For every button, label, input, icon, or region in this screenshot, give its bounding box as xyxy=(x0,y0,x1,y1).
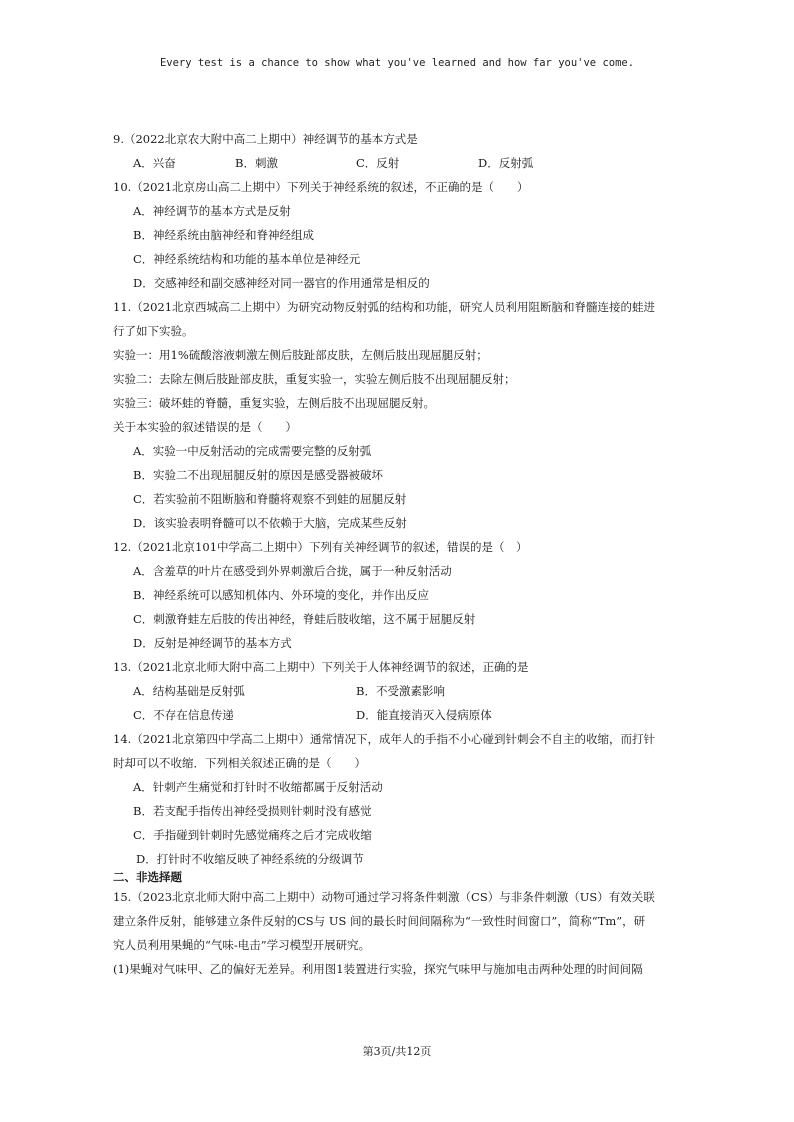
question-13-stem: 13.（2021北京北师大附中高二上期中）下列关于人体神经调节的叙述，正确的是 xyxy=(113,660,529,674)
section-heading-non-choice: 二、非选择题 xyxy=(113,870,182,884)
question-14-option-b: B．若支配手指传出神经受损则针刺时没有感觉 xyxy=(133,804,372,818)
question-10-option-c: C．神经系统结构和功能的基本单位是神经元 xyxy=(133,252,361,266)
question-14-option-d: D．打针时不收缩反映了神经系统的分级调节 xyxy=(136,852,364,866)
question-14-option-a: A．针刺产生痛觉和打针时不收缩都属于反射活动 xyxy=(133,780,383,794)
question-10-option-b: B．神经系统由脑神经和脊神经组成 xyxy=(133,228,314,242)
question-11-experiment-1: 实验一：用1%硫酸溶液刺激左侧后肢趾部皮肤，左侧后肢出现屈腿反射； xyxy=(113,348,488,362)
question-15-line1: 15.（2023北京北师大附中高二上期中）动物可通过学习将条件刺激（CS）与非条件刺激（US）有效关联 xyxy=(113,890,655,904)
question-14-option-c: C．手指碰到针刺时先感觉痛疼之后才完成收缩 xyxy=(133,828,372,842)
question-14-stem-line2: 时却可以不收缩．下列相关叙述正确的是（ ） xyxy=(113,756,366,770)
question-11-experiment-2: 实验二：去除左侧后肢趾部皮肤，重复实验一，实验左侧后肢不出现屈腿反射； xyxy=(113,372,516,386)
question-13-option-c: C．不存在信息传递 xyxy=(133,708,234,722)
question-9-option-b: B．刺激 xyxy=(235,156,278,170)
question-9-stem: 9.（2022北京农大附中高二上期中）神经调节的基本方式是 xyxy=(113,132,418,146)
question-15-line3: 究人员利用果蝇的“气味-电击”学习模型开展研究。 xyxy=(113,938,371,952)
question-13-option-d: D．能直接消灭入侵病原体 xyxy=(356,708,492,722)
question-10-stem: 10.（2021北京房山高二上期中）下列关于神经系统的叙述，不正确的是（ ） xyxy=(113,180,529,194)
question-9-option-c: C．反射 xyxy=(356,156,400,170)
question-11-experiment-3: 实验三：破坏蛙的脊髓，重复实验，左侧后肢不出现屈腿反射。 xyxy=(113,396,435,410)
question-14-stem-line1: 14.（2021北京第四中学高二上期中）通常情况下，成年人的手指不小心碰到针刺会不自主的收缩，而打针 xyxy=(113,732,656,746)
question-9-option-a: A．兴奋 xyxy=(133,156,176,170)
question-11-stem-line1: 11.（2021北京西城高二上期中）为研究动物反射弧的结构和功能，研究人员利用阻断脑和脊髓连接的蛙进 xyxy=(113,300,656,314)
question-13-option-b: B．不受激素影响 xyxy=(356,684,445,698)
question-12-option-b: B．神经系统可以感知机体内、外环境的变化，并作出反应 xyxy=(133,588,429,602)
question-11-option-c: C．若实验前不阻断脑和脊髓将观察不到蛙的屈腿反射 xyxy=(133,492,407,506)
question-12-option-c: C．刺激脊蛙左后肢的传出神经，脊蛙后肢收缩，这不属于屈腿反射 xyxy=(133,612,476,626)
question-11-option-a: A．实验一中反射活动的完成需要完整的反射弧 xyxy=(133,444,372,458)
question-12-option-d: D．反射是神经调节的基本方式 xyxy=(133,636,292,650)
page-number-footer: 第3页/共12页 xyxy=(362,1045,432,1058)
question-15-line4: (1)果蝇对气味甲、乙的偏好无差异。利用图1装置进行实验，探究气味甲与施加电击两种处理的时间间隔 xyxy=(113,962,643,976)
question-11-ask: 关于本实验的叙述错误的是（ ） xyxy=(113,420,297,434)
question-9-option-d: D．反射弧 xyxy=(478,156,534,170)
question-11-stem-line2: 行了如下实验。 xyxy=(113,324,194,338)
question-11-option-b: B．实验二不出现屈腿反射的原因是感受器被破坏 xyxy=(133,468,383,482)
question-10-option-d: D．交感神经和副交感神经对同一器官的作用通常是相反的 xyxy=(133,276,430,290)
question-10-option-a: A．神经调节的基本方式是反射 xyxy=(133,204,291,218)
question-15-line2: 建立条件反射，能够建立条件反射的CS与 US 间的最长时间间隔称为“一致性时间窗口”，简称“Tm”，研 xyxy=(113,914,646,928)
question-11-option-d: D．该实验表明脊髓可以不依赖于大脑，完成某些反射 xyxy=(133,516,407,530)
page-header-quote: Every test is a chance to show what you've learned and how far you've come. xyxy=(159,57,635,69)
question-12-stem: 12.（2021北京101中学高二上期中）下列有关神经调节的叙述，错误的是（ ） xyxy=(113,540,528,554)
question-12-option-a: A．含羞草的叶片在感受到外界刺激后合拢，属于一种反射活动 xyxy=(133,564,452,578)
question-13-option-a: A．结构基础是反射弧 xyxy=(133,684,245,698)
